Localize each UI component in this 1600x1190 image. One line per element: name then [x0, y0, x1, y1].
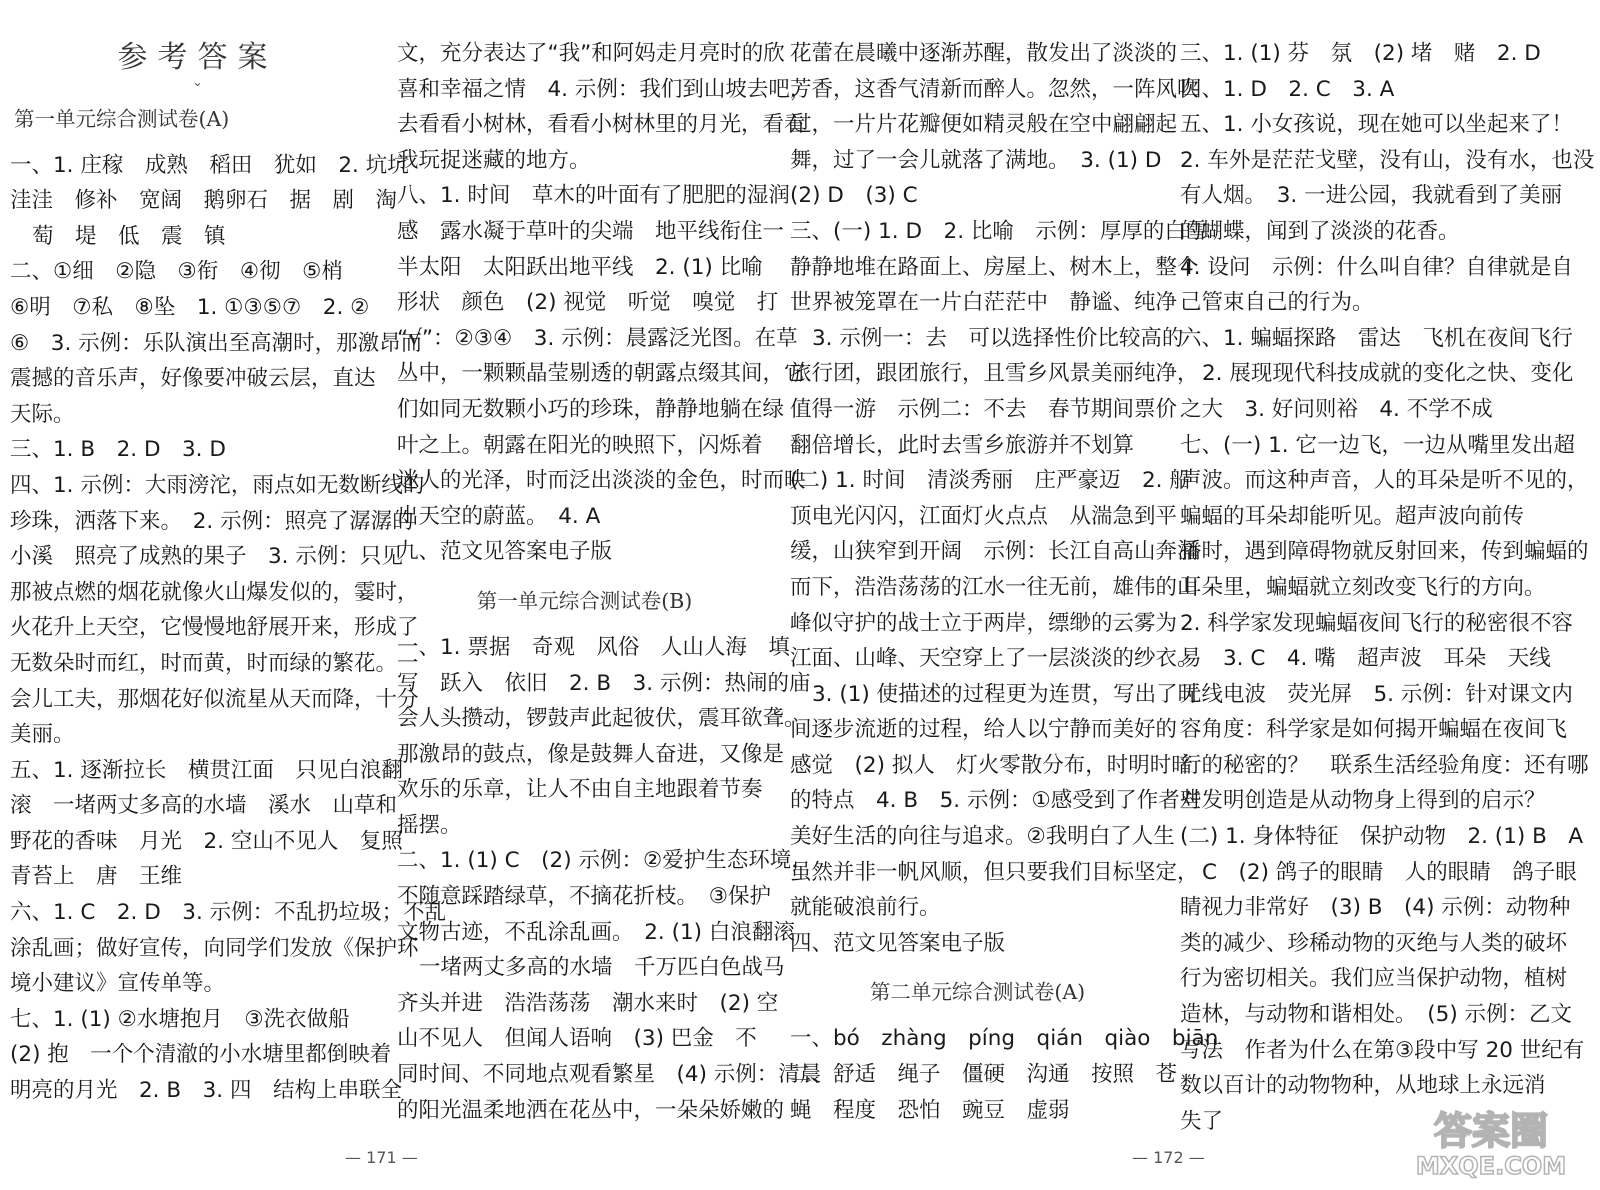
answer-line: 翻倍增长，此时去雪乡旅游并不划算	[790, 432, 1135, 458]
answer-line: 青苔上 唐 王维	[10, 864, 183, 890]
watermark-logo	[1396, 1098, 1586, 1180]
answer-line: 珍珠，洒落下来。 2. 示例：照亮了潺潺的	[10, 508, 414, 534]
answer-line: 值得一游 示例二：不去 春节期间票价	[790, 396, 1178, 422]
answer-line: 3. (1) 使描述的过程更为连贯，写出了时	[812, 681, 1200, 707]
answer-line: 六、1. 蝙蝠探路 雷达 飞机在夜间飞行	[1180, 325, 1573, 351]
answer-line: 五、1. 小女孩说，现在她可以坐起来了！	[1180, 112, 1573, 138]
answer-line: 会儿工夫，那烟花好似流星从天而降，十分	[10, 686, 419, 712]
answer-line: 丛中，一颗颗晶莹剔透的朝露点缀其间，它	[397, 361, 806, 387]
answer-line: 四、1. D 2. C 3. A	[1180, 76, 1395, 102]
answer-line: 形状 颜色 (2) 视觉 听觉 嗅觉 打	[397, 290, 779, 316]
answer-line: 震撼的音乐声，好像要冲破云层，直达	[10, 366, 376, 392]
answer-line: 舞，过了一会儿就落了满地。 3. (1) D	[790, 147, 1162, 173]
answer-line: 三、1. B 2. D 3. D	[10, 437, 226, 463]
answer-line: 缓，山狭窄到开阔 示例：长江自高山奔涌	[790, 539, 1199, 565]
title-mark: ⌄	[192, 74, 203, 89]
answer-line: 类的减少、珍稀动物的灭绝与人类的破坏	[1180, 930, 1568, 956]
answer-line: ⑥ 3. 示例：乐队演出至高潮时，那激昂而	[10, 330, 423, 356]
answer-line: 旅行团，跟团旅行，且雪乡风景美丽纯净，	[790, 361, 1199, 387]
answer-line: 容角度：科学家是如何揭开蝙蝠在夜间飞	[1180, 717, 1568, 743]
answer-line: 花蕾在晨曦中逐渐苏醒，散发出了淡淡的	[790, 41, 1178, 66]
watermark-text-url: MXQE.COM	[1415, 1152, 1567, 1180]
answer-line: ⑥明 ⑦私 ⑧坠 1. ①③⑤⑦ 2. ②	[10, 294, 370, 320]
answer-line: 顶电光闪闪，江面灯火点点 从湍急到平	[790, 503, 1178, 529]
answer-line: 无数朵时而红，时而黄，时而绿的繁花。一	[10, 650, 419, 676]
answer-line: “√”：②③④ 3. 示例：晨露泛光图。在草	[397, 325, 798, 351]
answer-line: 九、范文见答案电子版	[397, 539, 613, 565]
answer-line: 出天空的蔚蓝。 4. A	[397, 503, 601, 529]
answer-line: 会人头攒动，锣鼓声此起彼伏，震耳欲聋。	[397, 706, 806, 732]
answer-line: 摇摆。	[397, 812, 462, 838]
answer-line: 山不见人 但闻人语响 (3) 巴金 不	[397, 1026, 757, 1052]
answer-line: 芳香，这香气清新而醉人。忽然，一阵风吹	[790, 76, 1199, 102]
answer-line: 数以百计的动物物种，从地球上永远消	[1180, 1073, 1546, 1099]
answer-line: 二、1. (1) C (2) 示例：②爱护生态环境，	[397, 848, 813, 874]
answer-line: 滚 一堵两丈多高的水墙 溪水 山草和	[10, 793, 398, 819]
answer-line: 4. 设问 示例：什么叫自律？自律就是自	[1180, 254, 1573, 280]
answer-line: 蝙蝠的耳朵却能听见。超声波向前传	[1180, 503, 1525, 529]
answer-line: 七、1. (1) ②水塘抱月 ③洗衣做船	[10, 1006, 350, 1032]
answer-line: 三、(一) 1. D 2. 比喻 示例：厚厚的白雪	[790, 218, 1208, 244]
answer-line: 一、bó zhàng píng qián qiào biān	[790, 1026, 1219, 1052]
answer-line: 2. 车外是茫茫戈壁，没有山，没有水，也没	[1180, 147, 1595, 173]
answer-line: 二、①细 ②隐 ③衔 ④彻 ⑤梢	[10, 259, 343, 285]
answer-line: 五、1. 逐渐拉长 横贯江面 只见白浪翻	[10, 757, 403, 783]
answer-line: 过，一片片花瓣便如精灵般在空中翩翩起	[790, 112, 1178, 138]
answer-line: 们如同无数颗小巧的珍珠，静静地躺在绿	[397, 396, 785, 422]
answer-line: 一堵两丈多高的水墙 千万匹白色战马	[419, 955, 785, 981]
answer-column-2	[397, 36, 822, 1128]
answer-line: 的蝴蝶，闻到了淡淡的花香。	[1180, 218, 1460, 244]
answer-line: 叶之上。朝露在阳光的映照下，闪烁着	[397, 432, 763, 458]
answer-line: 野花的香味 月光 2. 空山不见人 复照	[10, 828, 403, 854]
answer-line: 美好生活的向往与追求。②我明白了人生	[790, 824, 1175, 850]
answer-line: 感 露水凝于草叶的尖端 地平线衔住一	[397, 218, 785, 244]
answer-line: 三、1. (1) 芬 氛 (2) 堵 赌 2. D	[1180, 41, 1541, 66]
answer-line: 一、1. 庄稼 成熟 稻田 犹如 2. 坑坑	[10, 152, 409, 178]
answer-column-4	[1180, 36, 1595, 1139]
answer-line: 迷人的光泽，时而泛出淡淡的金色，时而映	[397, 468, 806, 494]
answer-line: 七、(一) 1. 它一边飞，一边从嘴里发出超	[1180, 432, 1575, 458]
answer-line: 去看看小树林，看看小树林里的月光，看看	[397, 112, 806, 138]
answer-line: 写法 作者为什么在第③段中写 20 世纪有	[1180, 1037, 1585, 1063]
section-heading: 第一单元综合测试卷(A)	[14, 106, 230, 131]
answer-line: 涂乱画；做好宣传，向同学们发放《保护环	[10, 935, 419, 961]
answer-line: 喜和幸福之情 4. 示例：我们到山坡去吧，	[397, 76, 812, 102]
answer-line: 火花升上天空，它慢慢地舒展开来，形成了	[10, 615, 419, 641]
answer-line: 行的秘密的？ 联系生活经验角度：还有哪	[1180, 752, 1589, 778]
answer-line: 2. 科学家发现蝙蝠夜间飞行的秘密很不容	[1180, 610, 1573, 636]
answer-line: (2) 抱 一个个清澈的小水塘里都倒映着	[10, 1042, 392, 1068]
answer-line: 半太阳 太阳跃出地平线 2. (1) 比喻	[397, 254, 763, 280]
answer-line: 睛视力非常好 (3) B (4) 示例：动物种	[1180, 895, 1571, 921]
answer-line: C (2) 鸽子的眼睛 人的眼睛 鸽子眼	[1202, 859, 1577, 885]
answer-line: 的特点 4. B 5. 示例：①感受到了作者对	[790, 788, 1202, 814]
answer-line: 世界被笼罩在一片白茫茫中 静谧、纯净	[790, 290, 1178, 316]
answer-line: 六、1. C 2. D 3. 示例：不乱扔垃圾；不乱	[10, 900, 447, 926]
answer-line: 有人烟。 3. 一进公园，我就看到了美丽	[1180, 183, 1563, 209]
answer-line: (2) D (3) C	[790, 183, 918, 209]
answer-line: 境小建议》宣传单等。	[10, 971, 226, 997]
section-heading: 第一单元综合测试卷(B)	[476, 588, 693, 613]
answer-line: 那激昂的鼓点，像是鼓舞人奋进，又像是	[397, 741, 785, 767]
answer-line: 文物古迹，不乱涂乱画。 2. (1) 白浪翻滚	[397, 919, 795, 945]
answer-line: 己管束自己的行为。	[1180, 290, 1374, 316]
answer-line: 齐头并进 浩浩荡荡 潮水来时 (2) 空	[397, 990, 779, 1016]
answer-line: 美丽。	[10, 722, 75, 748]
answer-line: 同时间、不同地点观看繁星 (4) 示例：清晨	[397, 1062, 822, 1088]
answer-line: 无线电波 荧光屏 5. 示例：针对课文内	[1180, 681, 1573, 707]
answer-line: 而下，浩浩荡荡的江水一往无前，雄伟的山	[790, 574, 1199, 600]
answer-line: 洼洼 修补 宽阔 鹅卵石 据 剧 淘	[10, 188, 398, 214]
answer-line: 的阳光温柔地洒在花丛中，一朵朵娇嫩的	[397, 1097, 785, 1123]
answer-line: 虽然并非一帆风顺，但只要我们目标坚定，	[790, 859, 1199, 885]
answer-line: 二、舒适 绳子 僵硬 沟通 按照 苍	[790, 1062, 1178, 1088]
watermark-text-main: 答案圈	[1433, 1109, 1549, 1153]
answer-line: 八、1. 时间 草木的叶面有了肥肥的湿润	[397, 183, 790, 209]
answer-line: 小溪 照亮了成熟的果子 3. 示例：只见	[10, 544, 403, 570]
answer-line: 静静地堆在路面上、房屋上、树木上，整个	[790, 254, 1199, 280]
answer-line: 易 3. C 4. 嘴 超声波 耳朵 天线	[1180, 646, 1551, 672]
answer-line: 欢乐的乐章，让人不由自主地跟着节奏	[397, 777, 763, 803]
answer-line: 之大 3. 好问则裕 4. 不学不成	[1180, 396, 1493, 422]
page-number-left: — 171 —	[345, 1148, 418, 1167]
page-number-right: — 172 —	[1132, 1148, 1205, 1167]
answer-line: 耳朵里，蝙蝠就立刻改变飞行的方向。	[1180, 574, 1546, 600]
answer-line: 四、1. 示例：大雨滂沱，雨点如无数断线的	[10, 472, 425, 498]
answer-line: 四、范文见答案电子版	[790, 930, 1006, 956]
answer-line: 写 跃入 依旧 2. B 3. 示例：热闹的庙	[397, 670, 811, 696]
answer-line: 3. 示例一：去 可以选择性价比较高的	[812, 325, 1184, 351]
answer-line: 那被点燃的烟花就像火山爆发似的，霎时，	[10, 579, 419, 605]
answer-line: 声波。而这种声音，人的耳朵是听不见的，	[1180, 468, 1589, 494]
answer-line: 我玩捉迷藏的地方。	[397, 147, 591, 173]
answer-line: 文，充分表达了“我”和阿妈走月亮时的欣	[397, 41, 785, 66]
answer-line: 明亮的月光 2. B 3. 四 结构上串联全	[10, 1078, 402, 1104]
answer-line: 萄 堤 低 震 镇	[32, 223, 226, 249]
answer-line: 就能破浪前行。	[790, 895, 941, 921]
answer-line: 蝇 程度 恐怕 豌豆 虚弱	[790, 1097, 1070, 1123]
answer-line: 感觉 (2) 拟人 灯火零散分布，时明时暗	[790, 752, 1193, 778]
section-heading: 第二单元综合测试卷(A)	[869, 980, 1086, 1005]
answer-line: (二) 1. 时间 清淡秀丽 庄严豪迈 2. 船	[790, 468, 1191, 494]
answer-line: 不随意踩踏绿草，不摘花折枝。 ③保护	[397, 884, 772, 910]
page-title: 参考答案	[117, 40, 278, 75]
answer-line: 间逐步流逝的过程，给人以宁静而美好的	[790, 717, 1178, 743]
answer-line: 失了	[1180, 1108, 1224, 1134]
answer-line: 些发明创造是从动物身上得到的启示？	[1180, 788, 1546, 814]
answer-line: 一、1. 票据 奇观 风俗 人山人海 填	[397, 634, 790, 660]
answer-line: 造林，与动物和谐相处。 (5) 示例：乙文	[1180, 1002, 1573, 1028]
answer-line: 2. 展现现代科技成就的变化之快、变化	[1202, 361, 1574, 387]
answer-line: (二) 1. 身体特征 保护动物 2. (1) B A	[1180, 824, 1584, 850]
answer-line: 江面、山峰、天空穿上了一层淡淡的纱衣。	[790, 646, 1199, 672]
answer-line: 峰似守护的战士立于两岸，缥缈的云雾为	[790, 610, 1178, 636]
answer-line: 天际。	[10, 401, 75, 427]
answer-line: 行为密切相关。我们应当保护动物，植树	[1180, 966, 1568, 992]
answer-line: 播时，遇到障碍物就反射回来，传到蝙蝠的	[1180, 539, 1589, 565]
